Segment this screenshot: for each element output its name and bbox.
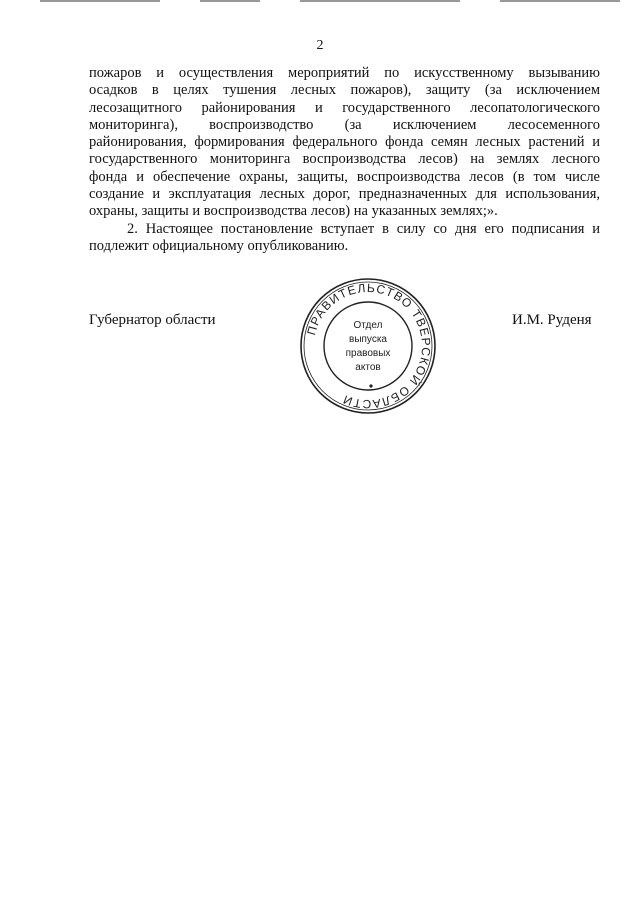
official-seal bbox=[298, 276, 438, 416]
seal-center-text: актов bbox=[355, 362, 381, 373]
body-text-line: создание и эксплуатация лесных дорог, предназначенных для использования, bbox=[89, 186, 600, 203]
page-number: 2 bbox=[316, 38, 324, 53]
seal-inner-ring bbox=[324, 302, 412, 390]
body-text-line: лесозащитного районирования и государственного лесопатологического bbox=[89, 99, 600, 116]
body-text-line: фонда и обеспечение охраны, защиты, воспроизводства лесов (в том числе bbox=[89, 168, 600, 185]
body-text-line: районирования, формирования федерального фонда семян лесных растений и bbox=[89, 134, 600, 151]
signatory-name: И.М. Руденя bbox=[512, 312, 592, 328]
seal-center-text: выпуска bbox=[349, 334, 387, 345]
scan-top-edge-line bbox=[200, 0, 260, 2]
seal-center-text: Отдел bbox=[353, 320, 383, 331]
document-body bbox=[89, 65, 600, 255]
seal-ring-text: ПРАВИТЕЛЬСТВО ТВЕРСКОЙ ОБЛАСТИ bbox=[304, 280, 434, 412]
seal-center-text: правовых bbox=[345, 348, 391, 359]
body-text-line: 2. Настоящее постановление вступает в силу со дня его подписания и bbox=[127, 220, 600, 237]
scan-top-edge-line bbox=[300, 0, 460, 2]
body-text-line: охраны, защиты и воспроизводства лесов) на указанных землях;». bbox=[89, 203, 498, 220]
body-text-line: мониторинга), воспроизводство (за исключением лесосеменного bbox=[89, 116, 600, 133]
body-text-line: пожаров и осуществления мероприятий по искусственному вызыванию bbox=[89, 65, 600, 81]
signatory-position: Губернатор области bbox=[89, 312, 216, 328]
scan-top-edge-line bbox=[40, 0, 160, 2]
body-text-line: осадков в целях тушения лесных пожаров), защиту (за исключением bbox=[89, 82, 600, 99]
body-text-line: государственного мониторинга воспроизводства лесов) на землях лесного bbox=[89, 151, 600, 168]
seal-outer-ring bbox=[301, 279, 435, 413]
scan-top-edge-line bbox=[500, 0, 620, 2]
body-text-line: подлежит официальному опубликованию. bbox=[89, 237, 349, 254]
seal-dot bbox=[369, 384, 372, 387]
